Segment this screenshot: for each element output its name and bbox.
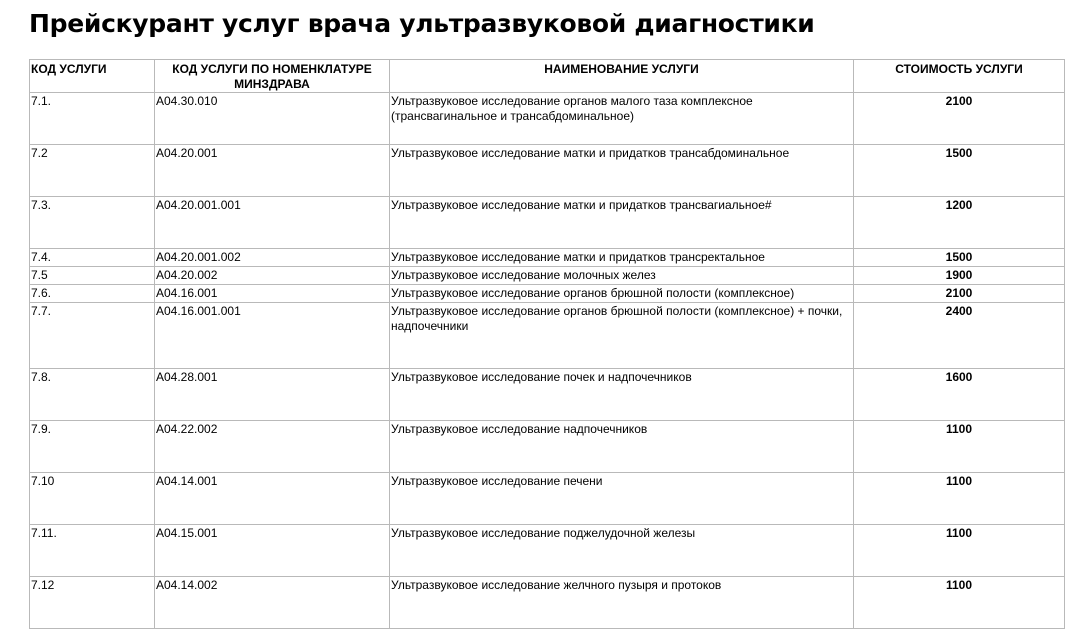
service-code-cell: 7.12 (30, 577, 155, 629)
service-code-cell: 7.5 (30, 267, 155, 285)
service-code-cell: 7.1. (30, 93, 155, 145)
service-name-cell: Ультразвуковое исследование матки и придатков трансвагиальное# (390, 197, 854, 249)
page-title: Прейскурант услуг врача ультразвуковой диагностики (29, 9, 815, 38)
ministry-code-cell: A04.30.010 (155, 93, 390, 145)
ministry-code-cell: A04.20.002 (155, 267, 390, 285)
service-code-cell: 7.10 (30, 473, 155, 525)
service-name-cell: Ультразвуковое исследование надпочечников (390, 421, 854, 473)
service-code-cell: 7.3. (30, 197, 155, 249)
service-price-cell: 1100 (854, 525, 1065, 577)
service-price-cell: 1100 (854, 421, 1065, 473)
ministry-code-cell: A04.28.001 (155, 369, 390, 421)
service-name-cell: Ультразвуковое исследование печени (390, 473, 854, 525)
ministry-code-cell: A04.20.001.001 (155, 197, 390, 249)
service-name-cell: Ультразвуковое исследование органов брюшной полости (комплексное) + почки, надпочечники (390, 303, 854, 369)
service-code-cell: 7.9. (30, 421, 155, 473)
service-name-cell: Ультразвуковое исследование желчного пузыря и протоков (390, 577, 854, 629)
service-code-cell: 7.8. (30, 369, 155, 421)
service-price-cell: 1100 (854, 473, 1065, 525)
table-row (30, 421, 1065, 473)
column-header-price: СТОИМОСТЬ УСЛУГИ (854, 60, 1065, 93)
table-row (30, 369, 1065, 421)
table-row (30, 93, 1065, 145)
table-row (30, 267, 1065, 285)
service-code-cell: 7.4. (30, 249, 155, 267)
table-row (30, 473, 1065, 525)
ministry-code-cell: A04.14.001 (155, 473, 390, 525)
column-header-name: НАИМЕНОВАНИЕ УСЛУГИ (390, 60, 854, 93)
table-row (30, 303, 1065, 369)
service-price-cell: 2100 (854, 93, 1065, 145)
service-price-cell: 2100 (854, 285, 1065, 303)
service-name-cell: Ультразвуковое исследование поджелудочной железы (390, 525, 854, 577)
column-header-ministry-code: КОД УСЛУГИ ПО НОМЕНКЛАТУРЕ МИНЗДРАВА (155, 60, 390, 93)
ministry-code-cell: A04.16.001.001 (155, 303, 390, 369)
ministry-code-cell: A04.14.002 (155, 577, 390, 629)
service-name-cell: Ультразвуковое исследование матки и придатков трансабдоминальное (390, 145, 854, 197)
ministry-code-cell: A04.15.001 (155, 525, 390, 577)
service-name-cell: Ультразвуковое исследование органов малого таза комплексное (трансвагинальное и трансабдоминальное) (390, 93, 854, 145)
ministry-code-cell: A04.16.001 (155, 285, 390, 303)
service-code-cell: 7.11. (30, 525, 155, 577)
service-price-cell: 1600 (854, 369, 1065, 421)
table-row (30, 145, 1065, 197)
column-header-code: КОД УСЛУГИ (30, 60, 155, 93)
service-code-cell: 7.7. (30, 303, 155, 369)
ministry-code-cell: A04.20.001 (155, 145, 390, 197)
service-price-cell: 1500 (854, 145, 1065, 197)
service-code-cell: 7.2 (30, 145, 155, 197)
service-code-cell: 7.6. (30, 285, 155, 303)
table-header-row (30, 60, 1065, 93)
service-name-cell: Ультразвуковое исследование органов брюшной полости (комплексное) (390, 285, 854, 303)
service-price-cell: 2400 (854, 303, 1065, 369)
service-name-cell: Ультразвуковое исследование почек и надпочечников (390, 369, 854, 421)
service-price-cell: 1100 (854, 577, 1065, 629)
service-price-cell: 1900 (854, 267, 1065, 285)
table-row (30, 285, 1065, 303)
ministry-code-cell: A04.22.002 (155, 421, 390, 473)
table-row (30, 525, 1065, 577)
table-row (30, 577, 1065, 629)
ministry-code-cell: A04.20.001.002 (155, 249, 390, 267)
table-row (30, 249, 1065, 267)
service-name-cell: Ультразвуковое исследование матки и придатков трансректальное (390, 249, 854, 267)
service-name-cell: Ультразвуковое исследование молочных желез (390, 267, 854, 285)
table-row (30, 197, 1065, 249)
price-table (29, 59, 1065, 629)
service-price-cell: 1200 (854, 197, 1065, 249)
service-price-cell: 1500 (854, 249, 1065, 267)
